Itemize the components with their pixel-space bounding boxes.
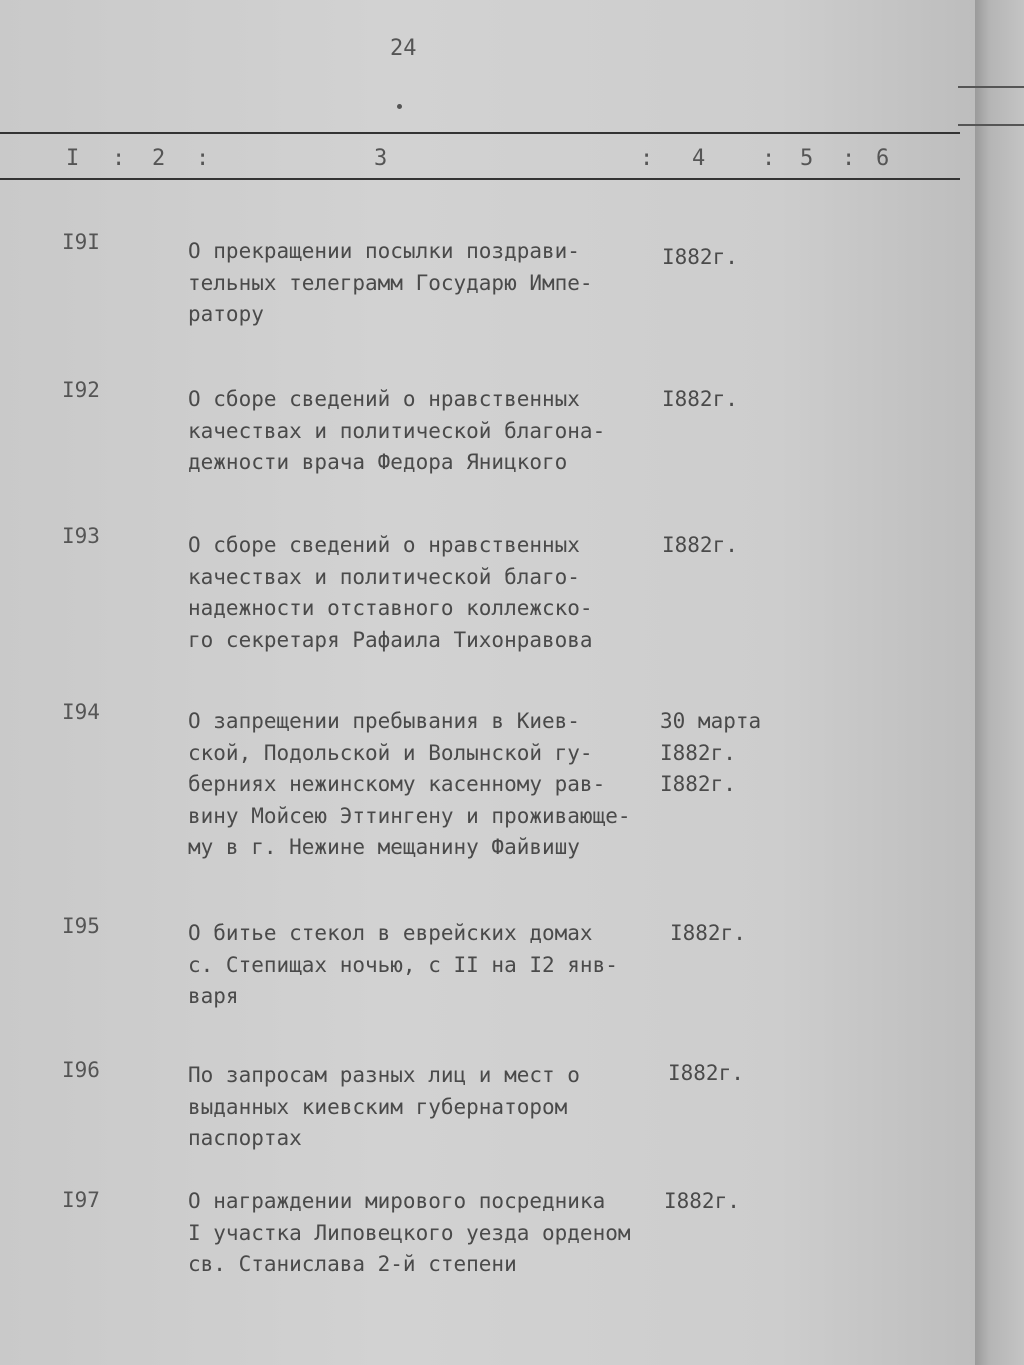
entry-number: I94 <box>62 700 100 724</box>
header-rule-top <box>0 132 960 134</box>
entry-number: I96 <box>62 1058 100 1082</box>
col-3-header: 3 <box>374 146 388 171</box>
page-number: 24 <box>390 36 417 61</box>
col-5-header: 5 <box>800 146 814 171</box>
entry-date: I882г. <box>662 245 738 269</box>
ink-dot <box>397 104 402 109</box>
col-2-header: 2 <box>152 146 166 171</box>
col-separator: : <box>842 146 856 171</box>
col-separator: : <box>762 146 776 171</box>
entry-date: 30 марта I882г. I882г. <box>660 709 762 796</box>
entry-date: I882г. <box>670 921 746 945</box>
entry-number: I93 <box>62 524 100 548</box>
entry-description: О сборе сведений о нравственных качествах и политической благо- надежности отставного коллежско- го секретаря Рафаила Тихонравова <box>188 533 593 652</box>
entry-description: По запросам разных лиц и мест о выданных киевским губернатором паспортах <box>188 1063 580 1150</box>
underlying-page-mark <box>958 86 1024 88</box>
col-separator: : <box>196 146 210 171</box>
entry-description: О битье стекол в еврейских домах с. Степищах ночью, с II на I2 янв- варя <box>188 921 618 1008</box>
col-4-header: 4 <box>692 146 706 171</box>
entry-description: О прекращении посылки поздрави- тельных телеграмм Государю Импе- ратору <box>188 239 593 326</box>
entry-number: I95 <box>62 914 100 938</box>
entry-description: О сборе сведений о нравственных качествах и политической благона- дежности врача Федора Яницкого <box>188 387 606 474</box>
entry-number: I97 <box>62 1188 100 1212</box>
underlying-page-edge <box>975 0 1024 1365</box>
col-6-header: 6 <box>876 146 890 171</box>
header-rule-bottom <box>0 178 960 180</box>
entry-date: I882г. <box>662 533 738 557</box>
col-1-header: I <box>66 146 80 171</box>
underlying-page-mark <box>958 124 1024 126</box>
entry-description: О награждении мирового посредника I участка Липовецкого уезда орденом св. Станислава 2-й степени <box>188 1189 631 1276</box>
entry-description: О запрещении пребывания в Киев- ской, Подольской и Волынской гу- берниях нежинскому касенному рав- вину Мойсею Эттингену и проживающе- му в г. Нежине мещанину Файвишу <box>188 709 631 859</box>
entry-date: I882г. <box>664 1189 740 1213</box>
entry-date: I882г. <box>668 1061 744 1085</box>
entry-number: I92 <box>62 378 100 402</box>
col-separator: : <box>640 146 654 171</box>
col-separator: : <box>112 146 126 171</box>
entry-number: I9I <box>62 230 100 254</box>
entry-date: I882г. <box>662 387 738 411</box>
